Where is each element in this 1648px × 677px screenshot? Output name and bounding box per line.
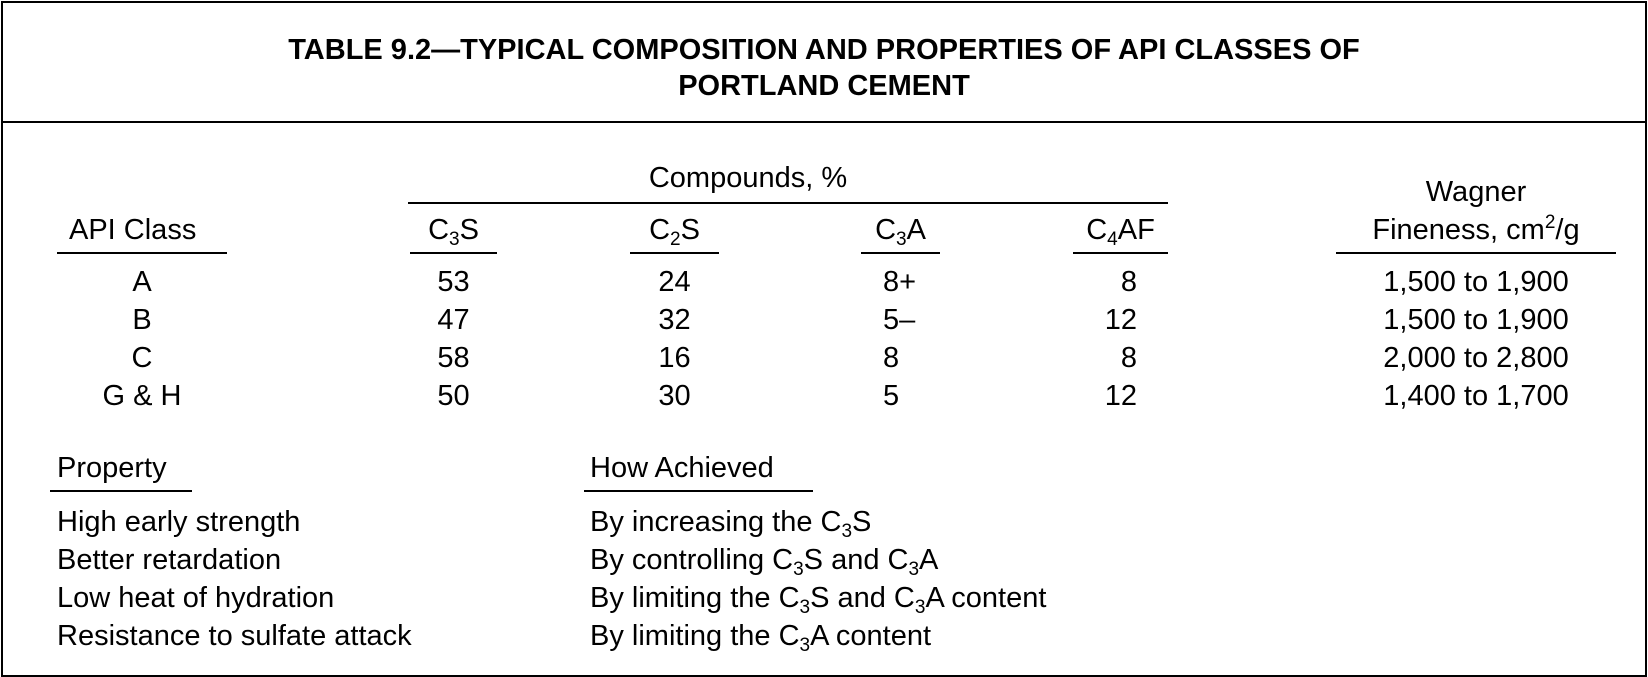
c2s-cell: 30 xyxy=(658,380,691,412)
property-cell: Low heat of hydration xyxy=(57,582,335,614)
c3s-cell: 58 xyxy=(437,342,470,374)
compounds-group-rule xyxy=(408,202,1168,204)
c2s-header: $C_2S$ xyxy=(649,214,700,250)
c3a-cell: 8 xyxy=(883,342,900,374)
table-title-line-1: TABLE 9.2—TYPICAL COMPOSITION AND PROPERTIES OF API CLASSES OF xyxy=(288,34,1360,66)
c4af-cell: 8 xyxy=(1120,266,1137,298)
table-frame xyxy=(1,1,1647,677)
property-header: Property xyxy=(57,452,167,484)
c4af-cell: 8 xyxy=(1120,342,1137,374)
fineness-cell: 2,000 to 2,800 xyxy=(1383,342,1569,374)
c3a-cell: 5– xyxy=(883,304,916,336)
c4af-header: $C_4AF$ xyxy=(1086,214,1155,250)
c3a-cell: 5 xyxy=(883,380,900,412)
c3s-header: $C_3S$ xyxy=(428,214,479,250)
api-class-cell: A xyxy=(132,266,152,298)
c2s-cell: 16 xyxy=(658,342,691,374)
fineness-cell: 1,500 to 1,900 xyxy=(1383,266,1569,298)
table-title-line-2: PORTLAND CEMENT xyxy=(678,70,970,102)
how-achieved-cell: By controlling $C_3S$ and $C_3A$ xyxy=(590,544,939,580)
c2s-cell: 32 xyxy=(658,304,691,336)
wagner-header-line-1: Wagner xyxy=(1425,176,1527,208)
title-divider xyxy=(3,121,1645,123)
property-cell: Better retardation xyxy=(57,544,282,576)
c4af-header-rule xyxy=(1073,252,1168,254)
wagner-header-rule xyxy=(1336,252,1616,254)
c2s-header-rule xyxy=(630,252,719,254)
wagner-header-line-2: Fineness, $cm^2/g$ xyxy=(1372,212,1580,246)
c3a-header: $C_3A$ xyxy=(875,214,926,250)
property-header-rule xyxy=(50,490,192,492)
how-achieved-header: How Achieved xyxy=(590,452,774,484)
c3a-cell: 8+ xyxy=(883,266,917,298)
how-achieved-header-rule xyxy=(584,490,813,492)
property-cell: Resistance to sulfate attack xyxy=(57,620,412,652)
c3s-header-rule xyxy=(410,252,497,254)
fineness-cell: 1,400 to 1,700 xyxy=(1383,380,1569,412)
c3a-header-rule xyxy=(861,252,940,254)
c2s-cell: 24 xyxy=(658,266,691,298)
c4af-cell: 12 xyxy=(1104,380,1137,412)
how-achieved-cell: By limiting the $C_3A$ content xyxy=(590,620,932,656)
fineness-cell: 1,500 to 1,900 xyxy=(1383,304,1569,336)
api-class-header-rule xyxy=(57,252,227,254)
c3s-cell: 53 xyxy=(437,266,470,298)
api-class-cell: B xyxy=(132,304,152,336)
how-achieved-cell: By limiting the $C_3S$ and $C_3A$ content xyxy=(590,582,1047,618)
api-class-header: API Class xyxy=(69,214,197,246)
compounds-group-header: Compounds, % xyxy=(648,162,848,194)
c3s-cell: 50 xyxy=(437,380,470,412)
property-cell: High early strength xyxy=(57,506,301,538)
api-class-cell: G & H xyxy=(102,380,182,412)
c4af-cell: 12 xyxy=(1104,304,1137,336)
api-class-cell: C xyxy=(131,342,153,374)
how-achieved-cell: By increasing the $C_3S$ xyxy=(590,506,872,542)
c3s-cell: 47 xyxy=(437,304,470,336)
